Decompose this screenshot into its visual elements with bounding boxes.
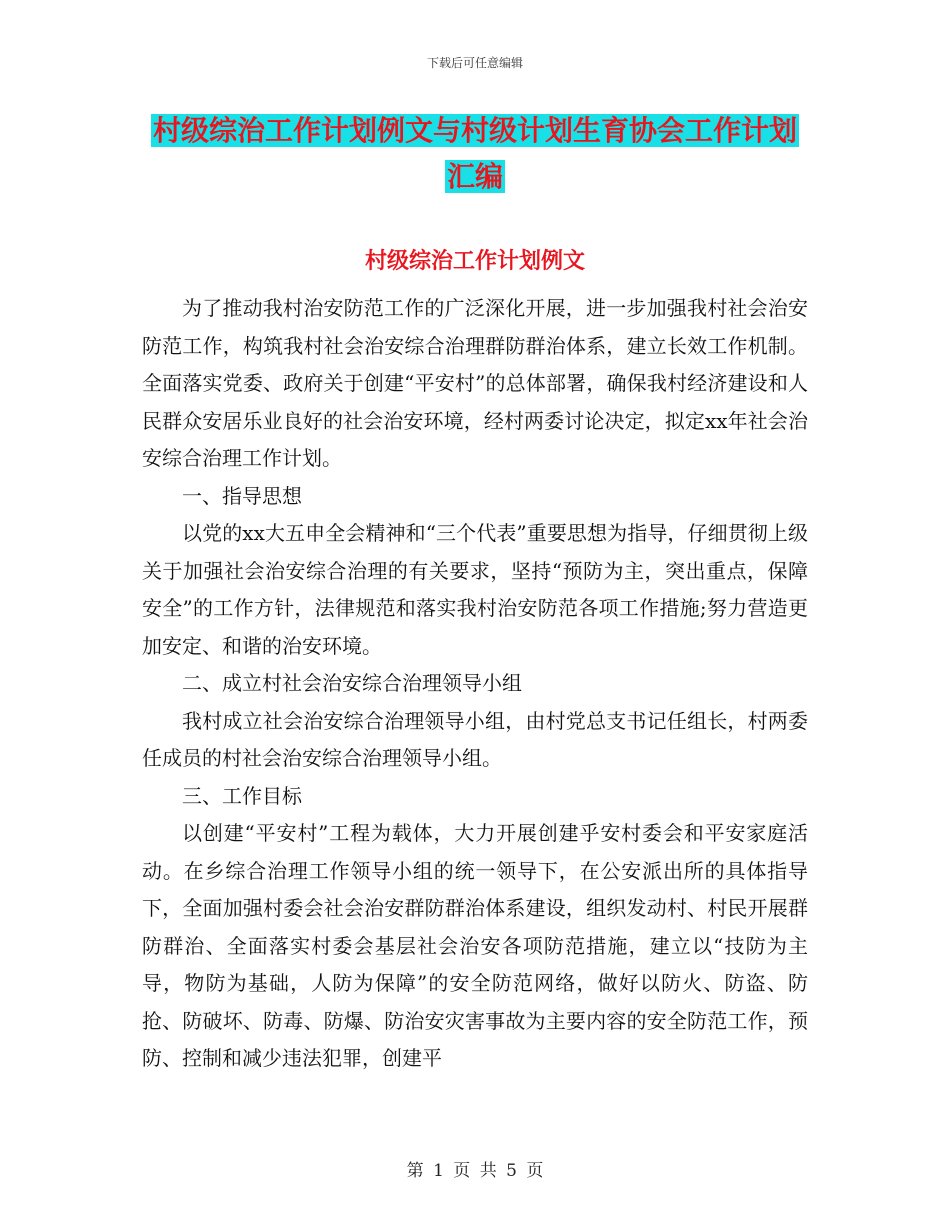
paragraph-work-goals: 以创建“平安村”工程为载体，大力开展创建乎安村委会和平安家庭活动。在乡综合治理工作领导小组的统一领导下，在公安派出所的具体指导下，全面加强村委会社会治安群防群治体系建设，组织发动村、村民开展群防群治、全面落实村委会基层社会治安各项防范措施，建立以“技防为主导，物防为基础，人防为保障”的安全防范网络，做好以防火、防盗、防抢、防破坏、防毒、防爆、防治安灾害事故为主要内容的安全防范工作，预防、控制和减少违法犯罪，创建平 xyxy=(142,821,808,1070)
paragraph-intro: 为了推动我村治安防范工作的广泛深化开展，进一步加强我村社会治安防范工作，构筑我村社会治安综合治理群防群治体系，建立长效工作机制。全面落实党委、政府关于创建“平安村”的总体部署，确保我村经济建设和人民群众安居乐业良好的社会治安环境，经村两委讨论决定，拟定xx年社会治安综合治理工作计划。 xyxy=(142,296,808,470)
paragraph-leadership-group: 我村成立社会治安综合治理领导小组，由村党总支书记任组长，村两委任成员的村社会治安综合治理领导小组。 xyxy=(142,708,808,770)
heading-guiding-ideology: 一、指导思想 xyxy=(182,483,302,508)
document-title-line1: 村级综治工作计划例文与村级计划生育协会工作计划 xyxy=(152,114,797,147)
document-title-line2: 汇编 xyxy=(446,160,503,193)
document-body xyxy=(142,290,808,1078)
heading-leadership-group: 二、成立村社会治安综合治理领导小组 xyxy=(182,671,522,695)
heading-work-goals: 三、工作目标 xyxy=(182,783,302,808)
section-title: 村级综治工作计划例文 xyxy=(364,249,585,274)
paragraph-guiding-ideology: 以党的xx大五申全会精神和“三个代表”重要思想为指导，仔细贯彻上级关于加强社会治安综合治理的有关要求，坚持“预防为主，突出重点，保障安全”的工作方针，法律规范和落实我村治安防范各项工作措施;努力营造更加安定、和谐的治安环境。 xyxy=(142,521,808,658)
page-footer: 第 1 页 共 5 页 xyxy=(406,1161,544,1181)
document-title xyxy=(140,108,810,200)
header-note: 下载后可任意编辑 xyxy=(426,56,523,70)
